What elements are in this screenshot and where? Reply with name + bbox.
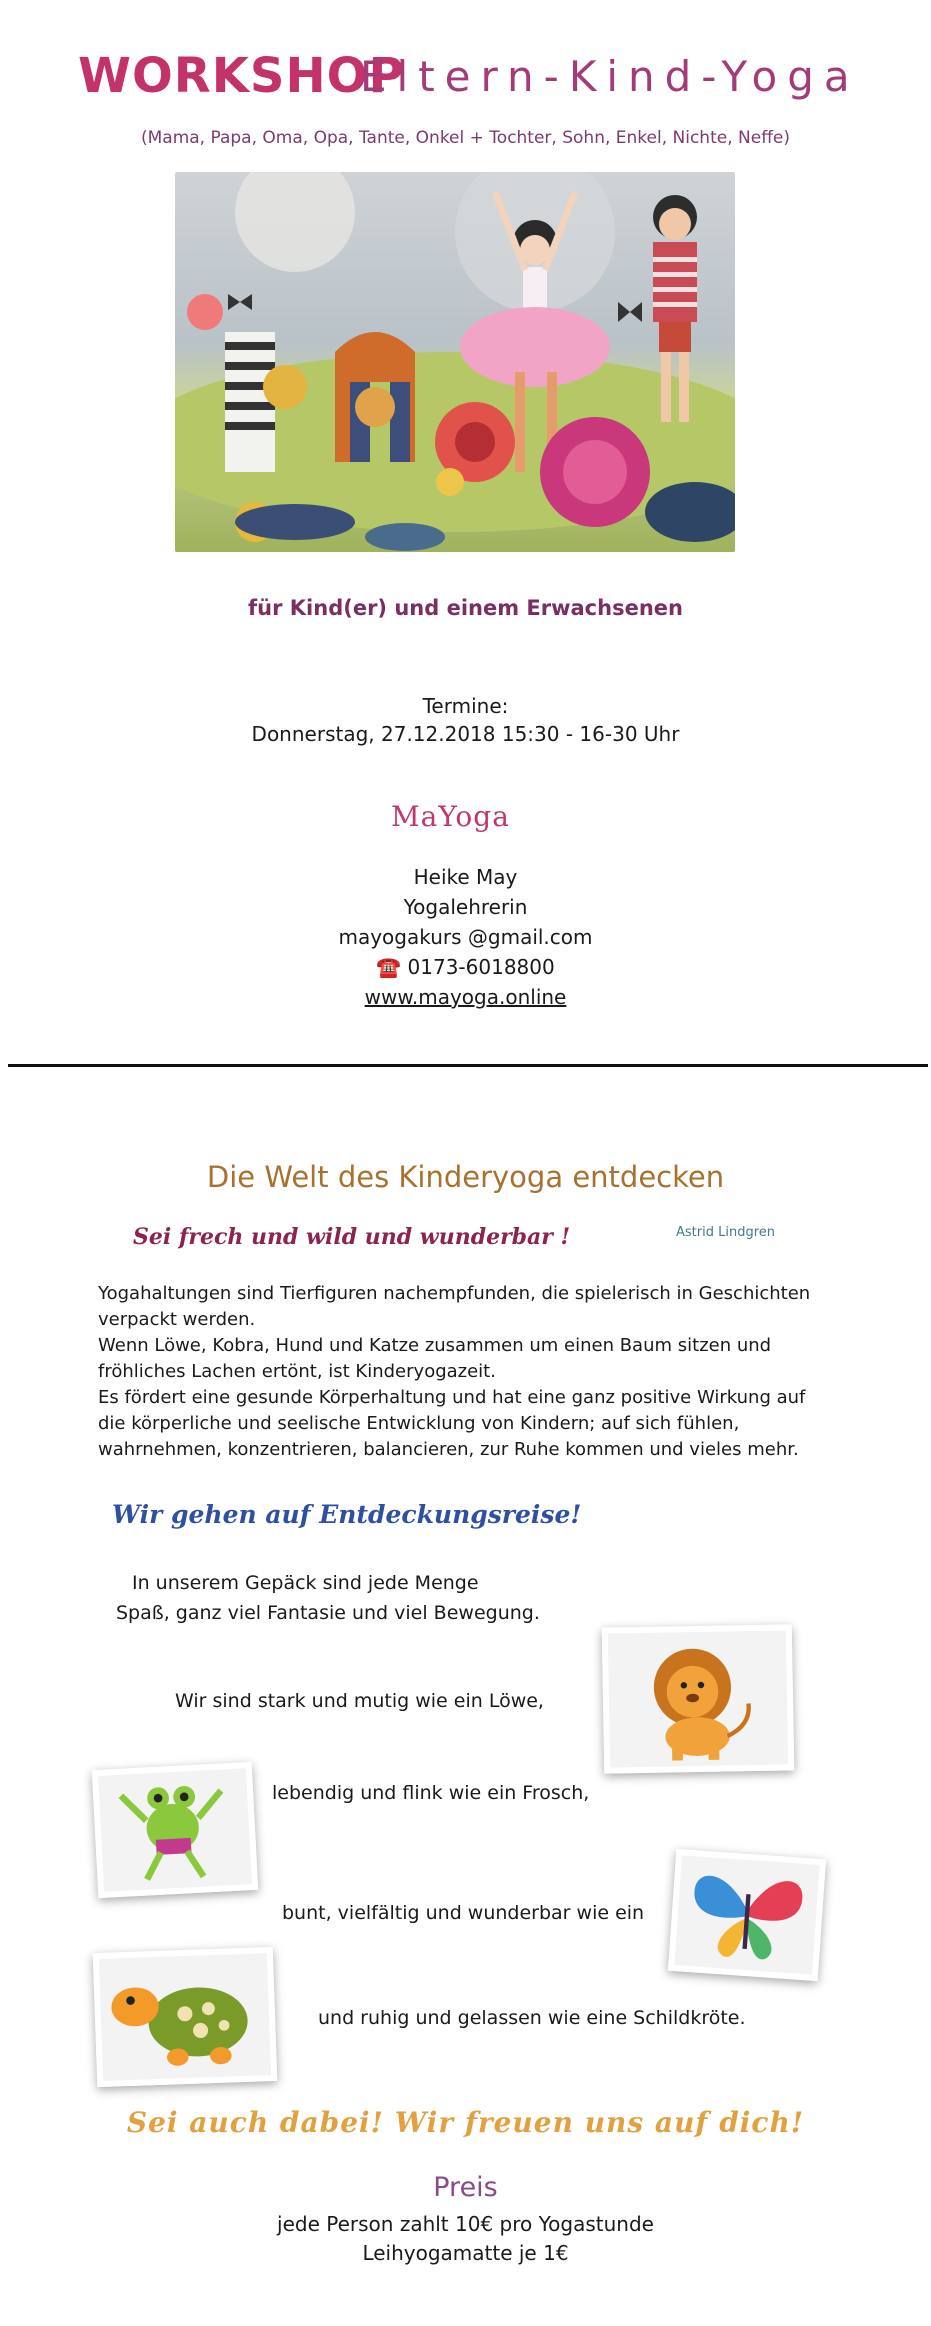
luggage-line-1: In unserem Gepäck sind jede Menge — [132, 1572, 479, 1594]
dates — [0, 692, 931, 748]
journey-heading: Wir gehen auf Entdeckungsreise! — [112, 1500, 582, 1529]
target-audience: für Kind(er) und einem Erwachsenen — [248, 596, 683, 620]
hero-illustration — [175, 172, 735, 552]
lion-line: Wir sind stark und mutig wie ein Löwe, — [175, 1690, 544, 1712]
website-link[interactable]: www.mayoga.online — [364, 985, 567, 1009]
price-details — [0, 2210, 931, 2268]
call-to-action: Sei auch dabei! Wir freuen uns auf dich! — [126, 2106, 805, 2139]
butterfly-photo — [668, 1849, 826, 1981]
butterfly-icon — [674, 1855, 819, 1974]
section-title: Die Welt des Kinderyoga entdecken — [206, 1160, 725, 1194]
turtle-line: und ruhig und gelassen wie eine Schildkröte. — [318, 2007, 746, 2029]
page-title: Eltern-Kind-Yoga — [360, 52, 860, 101]
luggage-line-2: Spaß, ganz viel Fantasie und viel Bewegung. — [116, 1602, 540, 1624]
contact-phone-row — [0, 952, 931, 982]
contact-email[interactable]: mayogakurs @gmail.com — [338, 925, 593, 949]
turtle-icon — [99, 1953, 271, 2081]
contact-role: Yogalehrerin — [403, 895, 528, 919]
contact-block — [0, 862, 931, 1012]
price-line-1: jede Person zahlt 10€ pro Yogastunde — [277, 2212, 654, 2236]
header — [0, 40, 931, 110]
divider — [8, 1064, 928, 1067]
turtle-photo — [93, 1947, 278, 2087]
lion-photo — [602, 1624, 795, 1773]
butterfly-line: bunt, vielfältig und wunderbar wie ein — [282, 1902, 645, 1924]
quote: Sei frech und wild und wunderbar ! — [133, 1224, 571, 1250]
paragraph-line: Es fördert eine gesunde Körperhaltung und hat eine ganz positive Wirkung auf die körperliche und seelische Entwicklung von Kindern; auf sich fühlen, wahrnehmen, konzentrieren, balancieren, zur Ruhe kommen und vieles mehr. — [98, 1387, 806, 1460]
paragraph-line: Wenn Löwe, Kobra, Hund und Katze zusammen um einen Baum sitzen und fröhliches Lachen ertönt, ist Kinderyogazeit. — [98, 1335, 772, 1382]
contact-name: Heike May — [413, 865, 518, 889]
logo-text: MaYoga — [391, 800, 510, 833]
frog-photo — [92, 1762, 258, 1898]
price-line-2: Leihyogamatte je 1€ — [362, 2241, 569, 2265]
price-title: Preis — [433, 2172, 498, 2203]
paragraph-line: Yogahaltungen sind Tierfiguren nachempfunden, die spielerisch in Geschichten verpackt werden. — [98, 1283, 811, 1330]
intro-paragraph — [98, 1281, 818, 1463]
mayoga-logo — [383, 796, 523, 842]
lion-icon — [608, 1630, 788, 1767]
workshop-label: WORKSHOP — [78, 48, 405, 104]
dates-value: Donnerstag, 27.12.2018 15:30 - 16-30 Uhr — [251, 722, 680, 746]
dates-label: Termine: — [422, 694, 509, 718]
frog-icon — [98, 1768, 252, 1892]
phone-icon: ☎️ — [376, 955, 402, 979]
frog-line: lebendig und flink wie ein Frosch, — [272, 1782, 590, 1804]
contact-phone[interactable]: 0173-6018800 — [407, 955, 555, 979]
quote-author: Astrid Lindgren — [676, 1225, 775, 1240]
subtitle: (Mama, Papa, Oma, Opa, Tante, Onkel + Tochter, Sohn, Enkel, Nichte, Neffe) — [140, 128, 790, 148]
